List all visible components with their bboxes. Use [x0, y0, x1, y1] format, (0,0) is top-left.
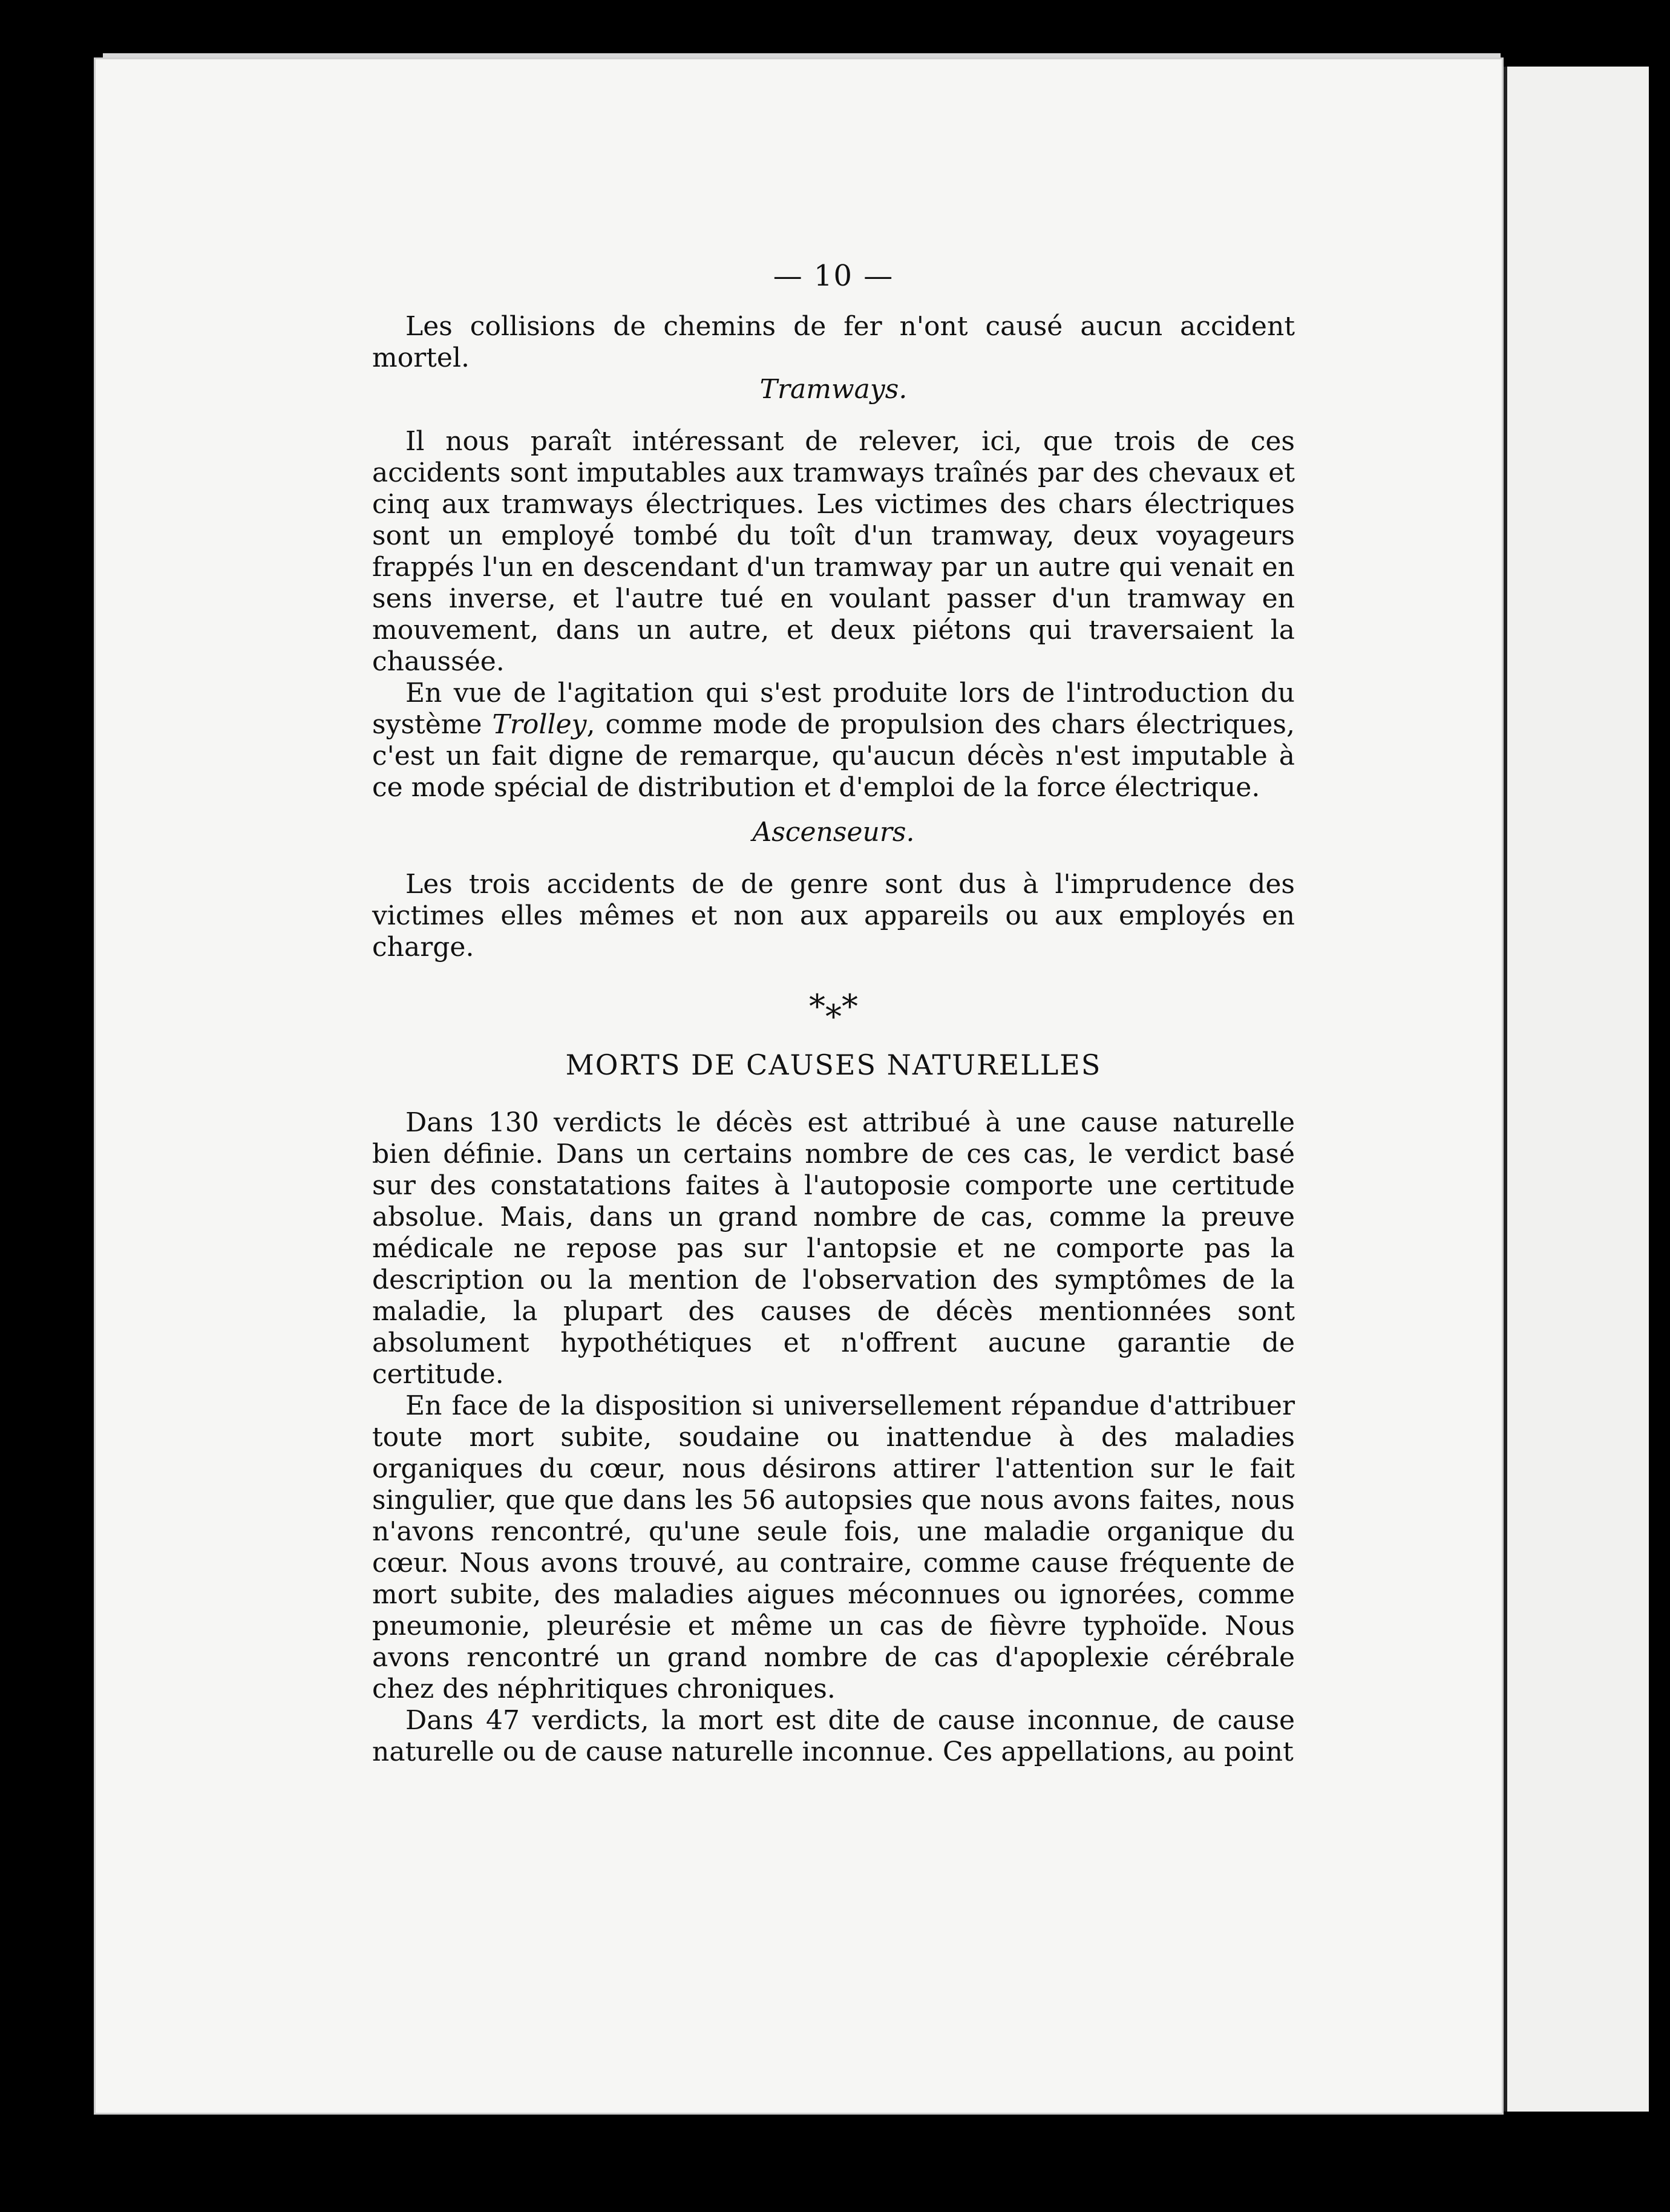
page-text: [372, 260, 1295, 1768]
subheading-tramways: Tramways.: [759, 374, 908, 405]
subheading-ascenseurs: Ascenseurs.: [752, 817, 915, 848]
paragraph-tramways: Il nous paraît intéressant de relever, ici, que trois de ces accidents sont imputables aux tramways traînés par des chevaux et cinq aux tramways électriques. Les victimes des chars électriques sont un employé tombé du toît d'un tramway, deux voyageurs frappés l'un en descendant d'un tramway par un autre qui venait en sens inverse, et l'autre tué en voulant passer d'un tramway en mouvement, dans un autre, et deux piétons qui traversaient la chaussée.: [372, 426, 1295, 677]
paragraph-verdicts: Dans 130 verdicts le décès est attribué à une cause naturelle bien définie. Dans un certains nombre de ces cas, le verdict basé sur des constatations faites à l'autoposie comporte une certitude absolue. Mais, dans un grand nombre de cas, comme la preuve médicale ne repose pas sur l'antopsie et ne comporte pas la description ou la mention de l'observation des symptômes de la maladie, la plupart des causes de décès mentionnées sont absolument hypothétiques et n'offrent aucune garantie de certitude.: [372, 1107, 1295, 1390]
page-number: — 10 —: [773, 259, 894, 293]
paragraph-collisions: Les collisions de chemins de fer n'ont causé aucun accident mortel.: [372, 311, 1295, 373]
trolley-term: Trolley: [492, 709, 587, 740]
page-gutter: [1504, 67, 1507, 2112]
paragraph-maladies-coeur: En face de la disposition si universellement répandue d'attribuer toute mort subite, soudaine ou inattendue à des maladies organiques du cœur, nous désirons attirer l'attention sur le fait singulier, que que dans les 56 autopsies que nous avons faites, nous n'avons rencontré, qu'une seule fois, une maladie organique du cœur. Nous avons trouvé, au contraire, comme cause fréquente de mort subite, des maladies aigues méconnues ou ignorées, comme pneumonie, pleurésie et même un cas de fièvre typhoïde. Nous avons rencontré un grand nombre de cas d'apoplexie cérébrale chez des néphritiques chroniques.: [372, 1390, 1295, 1704]
paragraph-cause-inconnue: Dans 47 verdicts, la mort est dite de cause inconnue, de cause naturelle ou de cause naturelle inconnue. Ces appellations, au point: [372, 1705, 1295, 1767]
paragraph-ascenseurs: Les trois accidents de de genre sont dus à l'imprudence des victimes elles mêmes et non aux appareils ou aux employés en charge.: [372, 869, 1295, 963]
trolley-text-end: , comme mode de propulsion des chars électriques, c'est un fait digne de remarque, qu'aucun décès n'est imputable à ce mode spécial de distribution et d'emploi de la force électrique.: [372, 709, 1295, 803]
section-separator: *⁎*: [809, 987, 858, 1026]
trolley-text-start: En vue de l'agitation qui s'est produite lors de l'introduction du système: [372, 678, 1295, 740]
paragraph-trolley: [372, 678, 1295, 803]
facing-page: [1504, 67, 1649, 2112]
section-title: MORTS DE CAUSES NATURELLES: [565, 1049, 1102, 1081]
